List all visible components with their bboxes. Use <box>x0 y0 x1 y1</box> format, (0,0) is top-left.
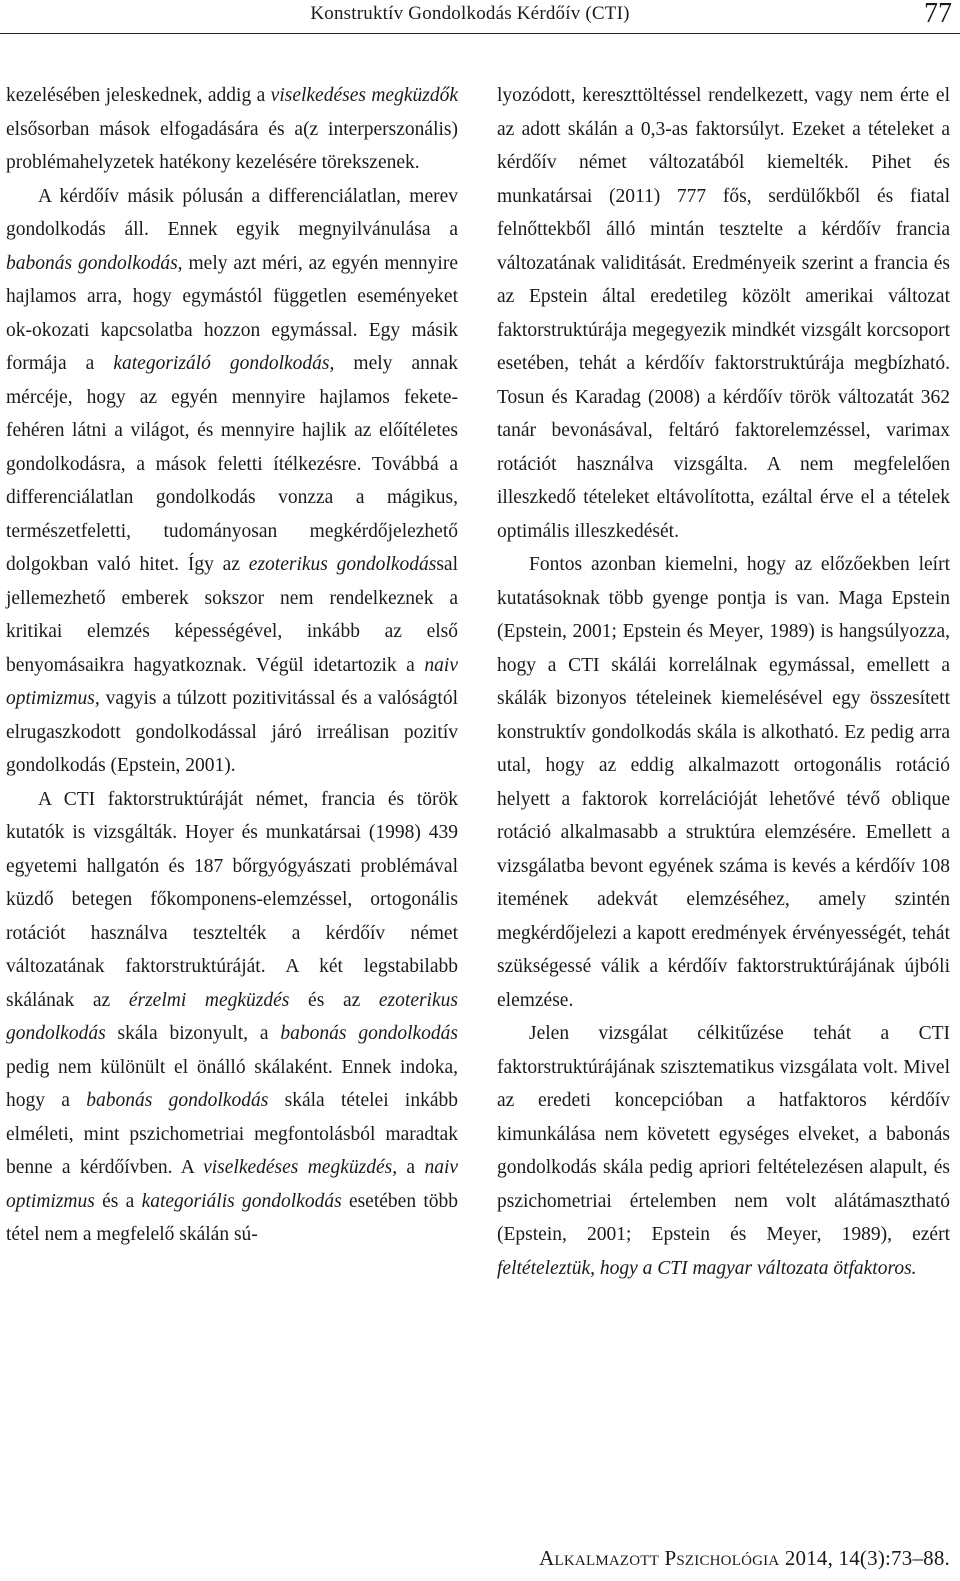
footer-citation <box>539 1546 950 1571</box>
left-column <box>6 79 458 1252</box>
paragraph: A kérdőív másik pólusán a differenciálatlan, merev gondolkodás áll. Ennek egyik megnyilvánulása a babonás gondolkodás, mely azt méri, az egyén mennyire hajlamos arra, hogy egymástól független eseményeket ok-okozati kapcsolatba hozzon egymással. Egy másik formája a kategorizáló gondolkodás, mely annak mércéje, hogy az egyén mennyire hajlamos fekete-fehéren látni a világot, és mennyire hajlik az előítéletes gondolkodásra, a mások feletti ítélkezésre. Továbbá a differenciálatlan gondolkodás vonzza a mágikus, természetfeletti, tudományosan megkérdőjelezhető dolgokban való hitet. Így az ezoterikus gondolkodással jellemezhető emberek sokszor nem rendelkeznek a kritikai elemzés képességével, inkább az első benyomásaikra hagyatkoznak. Végül idetartozik a naiv optimizmus, vagyis a túlzott pozitivitással és a valóságtól elrugaszkodott gondolkodással járó irreálisan pozitív gondolkodás (Epstein, 2001). <box>6 185 459 776</box>
page-number: 77 <box>924 0 952 29</box>
header-rule <box>0 33 960 34</box>
paragraph: lyozódott, kereszttöltéssel rendelkezett, vagy nem érte el az adott skálán a 0,3-as faktorsúlyt. Ezeket a tételeket a kérdőív német változatából kiemelték. Pihet és munkatársai (2011) 777 fős, serdülőkből és fiatal felnőttekből álló mintán tesztelte a kérdőív francia változatának validitását. Eredményeik szerint a francia és az Epstein által eredetileg közölt amerikai változat faktorstruktúrája megegyezik mindkét vizsgált korcsoport esetében, tehát a kérdőív faktorstruktúrája megbízható. Tosun és Karadag (2008) a kérdőív török változatát 362 tanár bevonásával, feltáró faktorelemzéssel, varimax rotációt használva vizsgálta. A nem megfelelően illeszkedő tételeket eltávolította, ezáltal érve el a tételek optimális illeszkedését. <box>497 85 950 542</box>
paragraph: kezelésében jeleskednek, addig a viselkedéses megküzdők elsősorban mások elfogadására és a(z interperszonális) problémahelyzetek hatékony kezelésére törekszenek. <box>6 85 458 173</box>
paragraph: Fontos azonban kiemelni, hogy az előzőekben leírt kutatásoknak több gyenge pontja is van. Maga Epstein (Epstein, 2001; Epstein és Meyer, 1989) is hangsúlyozza, hogy a CTI skálái korrelálnak egymással, emellett a skálák bizonyos tételeinek kiemelésével egy összesített konstruktív gondolkodás skála is alkotható. Ez pedig arra utal, hogy az eddig alkalmazott ortogonális rotáció helyett a faktorok korrelációját lehetővé tévő oblique rotáció alkalmasabb a struktúra elemzésére. Emellett a vizsgálatba bevont egyének száma is kevés a kérdőív 108 itemének adekvát elemzéséhez, amely szintén megkérdőjelezi a kapott eredmények érvényességét, tehát szükségessé válik a kérdőív faktorstruktúrájának újbóli elemzése. <box>497 554 950 1011</box>
citation: 2014, 14(3):73–88. <box>779 1546 950 1570</box>
running-header <box>0 0 960 34</box>
running-header-title: Konstruktív Gondolkodás Kérdőív (CTI) <box>310 3 630 24</box>
paragraph: Jelen vizsgálat célkitűzése tehát a CTI faktorstruktúrájának szisztematikus vizsgálata volt. Mivel az eredeti koncepcióban a hatfaktoros kérdőív kimunkálása nem követett egységes elveket, a babonás gondolkodás skála pedig apriori feltételezésen alapult, és pszichometriai értelemben nem volt alátámasztható (Epstein, 2001; Epstein és Meyer, 1989), ezért feltételeztük, hogy a CTI magyar változata ötfaktoros. <box>497 1023 950 1279</box>
paragraph: A CTI faktorstruktúráját német, francia és török kutatók is vizsgálták. Hoyer és munkatársai (1998) 439 egyetemi hallgatón és 187 bőrgyógyászati problémával küzdő betegen főkomponens-elemzéssel, ortogonális rotációt használva tesztelték a kérdőív német változatának faktorstruktúráját. A két legstabilabb skálának az érzelmi megküzdés és az ezoterikus gondolkodás skála bizonyult, a babonás gondolkodás pedig nem különült el önálló skálaként. Ennek indoka, hogy a babonás gondolkodás skála tételei inkább elméleti, mint pszichometriai megfontolásból maradtak benne a kérdőívben. A viselkedéses megküzdés, a naiv optimizmus és a kategoriális gondolkodás esetében több tétel nem a megfelelő skálán sú- <box>6 788 459 1245</box>
journal-name: Alkalmazott Pszichológia <box>539 1546 780 1570</box>
right-column <box>497 79 950 1285</box>
